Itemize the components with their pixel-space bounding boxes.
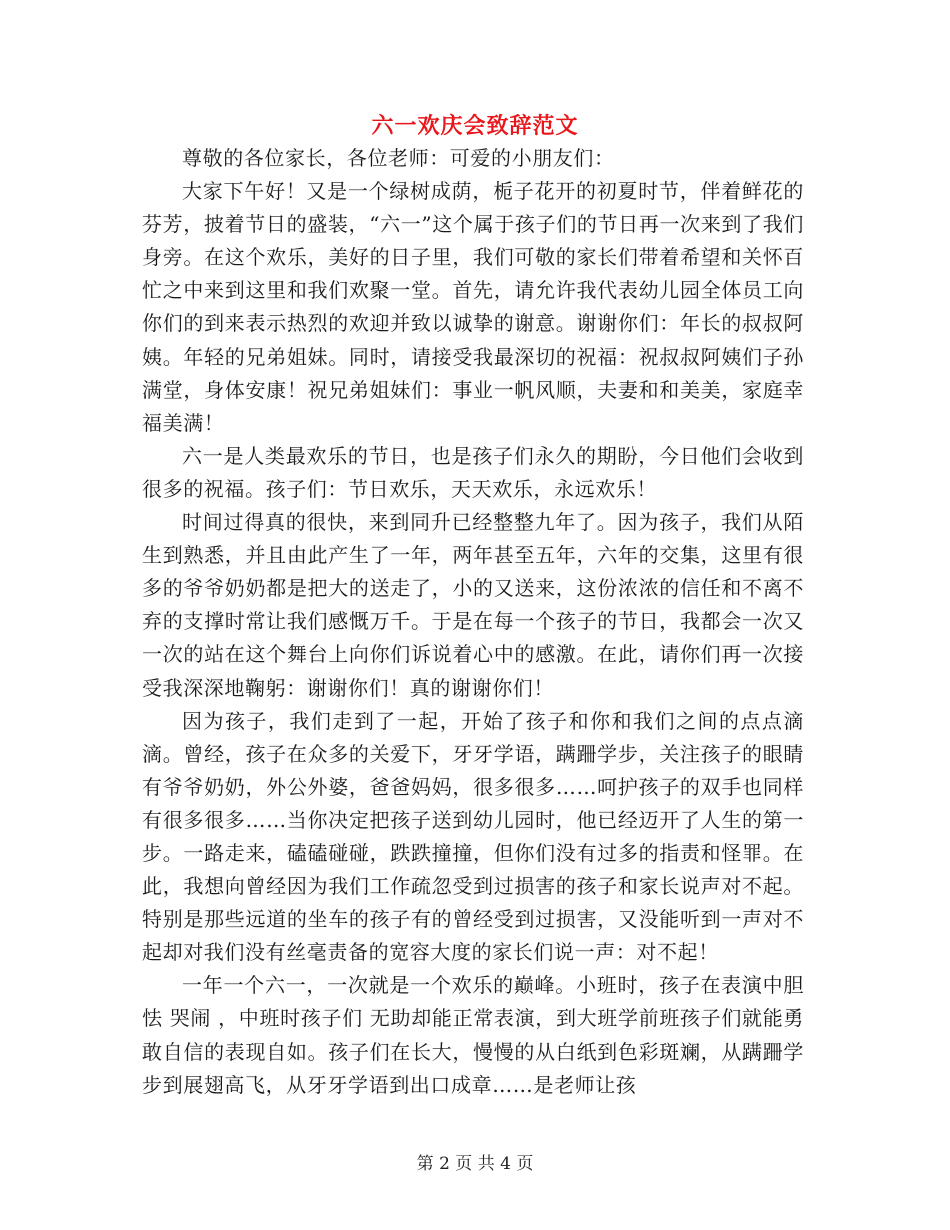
page-number-footer: 第 2 页 共 4 页 — [416, 1154, 534, 1174]
paragraph-greeting: 大家下午好！又是一个绿树成荫，栀子花开的初夏时节，伴着鲜花的芬芳，披着节日的盛装，“六一”这个属于孩子们的节日再一次来到了我们身旁。在这个欢乐，美好的日子里，我们可敬的家长们带着希望和关怀百忙之中来到这里和我们欢聚一堂。首先，请允许我代表幼儿园全体员工向你们的到来表示热烈的欢迎并致以诚挚的谢意。谢谢你们：年长的叔叔阿姨。年轻的兄弟姐妹。同时，请接受我最深切的祝福：祝叔叔阿姨们子孙满堂，身体安康！祝兄弟姐妹们：事业一帆风顺，夫妻和和美美，家庭幸福美满！ — [142, 179, 804, 435]
paragraph-salutation: 尊敬的各位家长，各位老师：可爱的小朋友们： — [182, 146, 615, 170]
paragraph-gratitude: 时间过得真的很快，来到同升已经整整九年了。因为孩子，我们从陌生到熟悉，并且由此产生了一年，两年甚至五年，六年的交集，这里有很多的爷爷奶奶都是把大的送走了，小的又送来，这份浓浓的信任和不离不弃的支撑时常让我们感慨万千。于是在每一个孩子的节日，我都会一次又一次的站在这个舞台上向你们诉说着心中的感激。在此，请你们再一次接受我深深地鞠躬：谢谢你们！真的谢谢你们！ — [142, 510, 804, 700]
document-body — [142, 142, 804, 1102]
paragraph-children-day: 六一是人类最欢乐的节日，也是孩子们永久的期盼，今日他们会收到很多的祝福。孩子们：节日欢乐，天天欢乐，永远欢乐！ — [142, 443, 804, 501]
paragraph-growth: 一年一个六一，一次就是一个欢乐的巅峰。小班时，孩子在表演中胆怯 哭闹 ，中班时孩子们 无助却能正常表演，到大班学前班孩子们就能勇敢自信的表现自如。孩子们在长大，慢慢的从白纸到色彩斑斓，从蹒跚学步到展翅高飞，从牙牙学语到出口成章……是老师让孩 — [142, 973, 804, 1097]
paragraph-apology: 因为孩子，我们走到了一起，开始了孩子和你和我们之间的点点滴滴。曾经，孩子在众多的关爱下，牙牙学语，蹒跚学步，关注孩子的眼睛有爷爷奶奶，外公外婆，爸爸妈妈，很多很多……呵护孩子的双手也同样有很多很多……当你决定把孩子送到幼儿园时，他已经迈开了人生的第一步。一路走来，磕磕碰碰，跌跌撞撞，但你们没有过多的指责和怪罪。在此，我想向曾经因为我们工作疏忽受到过损害的孩子和家长说声对不起。特别是那些远道的坐车的孩子有的曾经受到过损害，又没能听到一声对不起却对我们没有丝毫责备的宽容大度的家长们说一声：对不起！ — [142, 708, 804, 965]
document-title: 六一欢庆会致辞范文 — [371, 113, 579, 139]
